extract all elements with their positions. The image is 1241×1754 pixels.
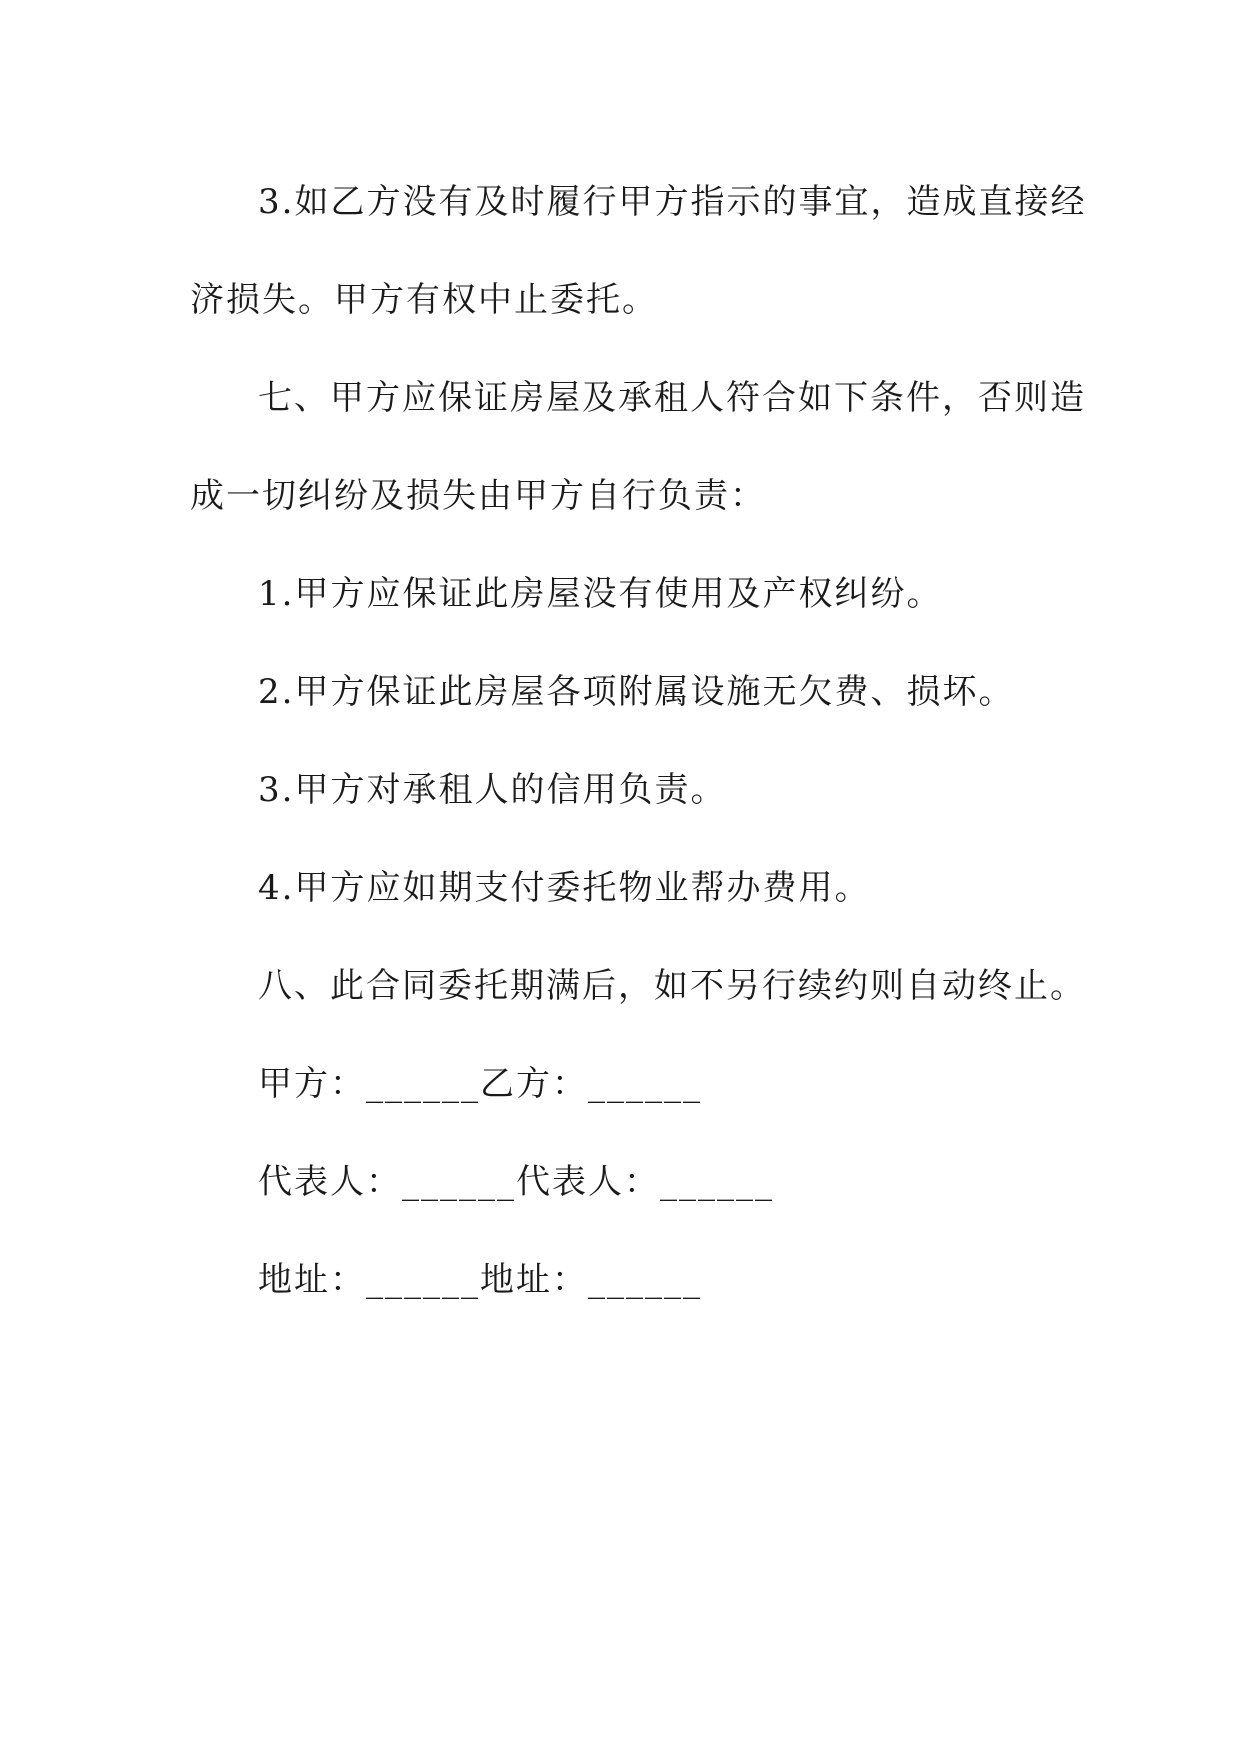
clause-6-item-3-line-1: 3.如乙方没有及时履行甲方指示的事宜，造成直接经: [258, 182, 1087, 222]
clause-7-item-2: 2.甲方保证此房屋各项附属设施无欠费、损坏。: [258, 672, 1015, 712]
clause-7-item-1: 1.甲方应保证此房屋没有使用及产权纠纷。: [258, 574, 943, 614]
clause-7-item-4: 4.甲方应如期支付委托物业帮办费用。: [258, 868, 871, 908]
signature-addresses: 地址：______地址：______: [258, 1260, 702, 1300]
clause-6-item-3-line-2: 济损失。甲方有权中止委托。: [190, 280, 658, 320]
clause-7-line-1: 七、甲方应保证房屋及承租人符合如下条件，否则造: [258, 378, 1086, 418]
document-body: [190, 172, 1087, 1348]
signature-representatives: 代表人：______代表人：______: [258, 1162, 774, 1202]
signature-parties: 甲方：______乙方：______: [258, 1064, 702, 1104]
clause-7-line-2: 成一切纠纷及损失由甲方自行负责：: [190, 476, 766, 516]
clause-8: 八、此合同委托期满后，如不另行续约则自动终止。: [258, 966, 1086, 1006]
clause-7-item-3: 3.甲方对承租人的信用负责。: [258, 770, 727, 810]
